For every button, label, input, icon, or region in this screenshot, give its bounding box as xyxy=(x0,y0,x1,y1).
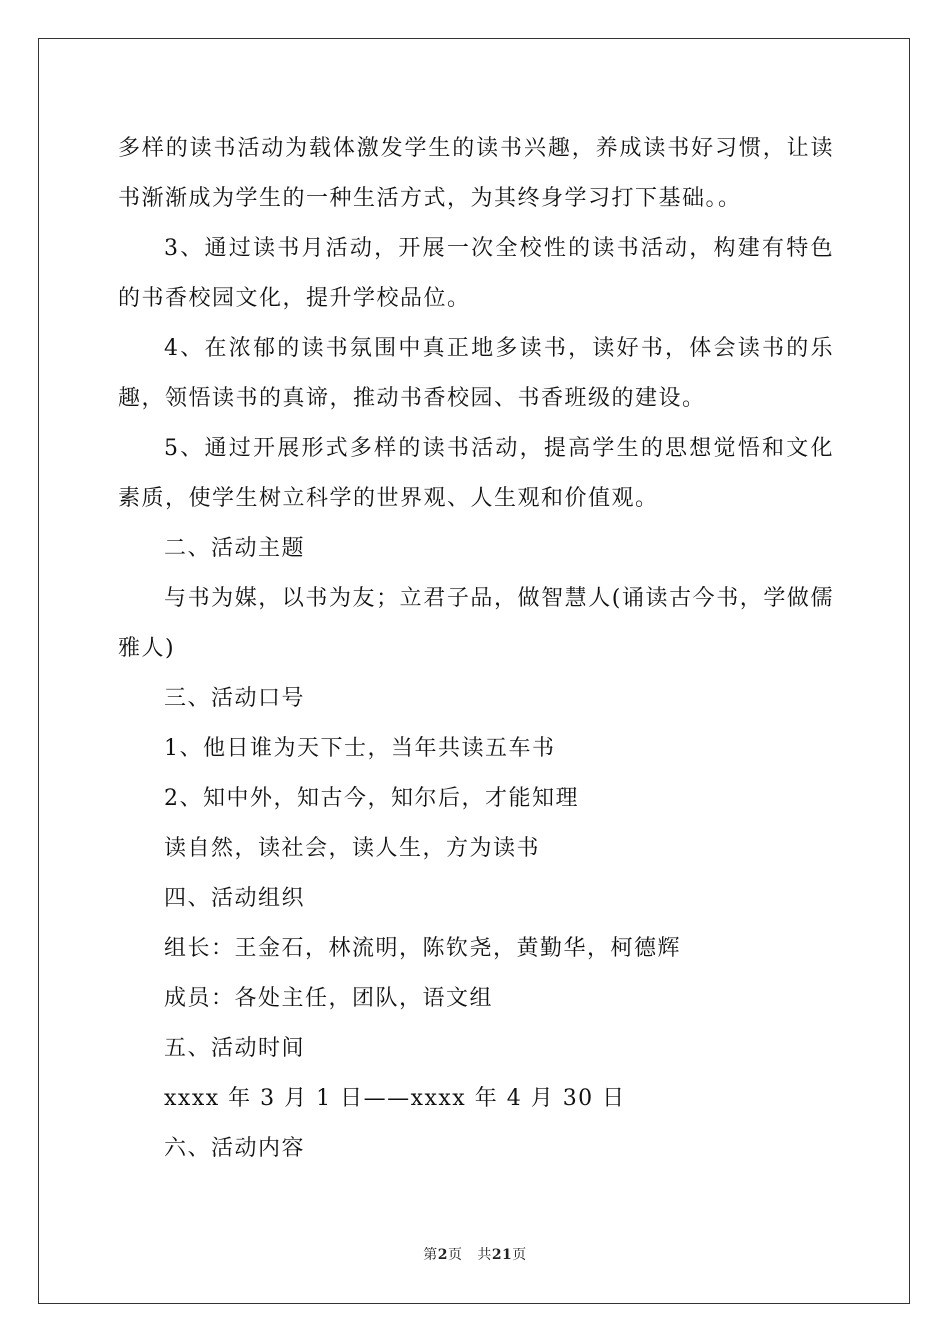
document-body xyxy=(118,124,834,1174)
footer-page-unit: 页 xyxy=(447,1247,463,1263)
paragraph-theme: 与书为媒，以书为友；立君子品，做智慧人(诵读古今书，学做儒雅人) xyxy=(118,586,834,661)
footer-total-unit: 页 xyxy=(512,1247,527,1263)
paragraph-goal-4: 4、在浓郁的读书氛围中真正地多读书，读好书，体会读书的乐趣，领悟读书的真谛，推动书香校园、书香班级的建设。 xyxy=(118,336,834,411)
paragraph-goal-3: 3、通过读书月活动，开展一次全校性的读书活动，构建有特色的书香校园文化，提升学校品位。 xyxy=(118,236,834,311)
section-heading-slogan: 三、活动口号 xyxy=(164,686,306,711)
paragraph-time-range: xxxx 年 3 月 1 日——xxxx 年 4 月 30 日 xyxy=(164,1086,626,1111)
paragraph-goal-5: 5、通过开展形式多样的读书活动，提高学生的思想觉悟和文化素质，使学生树立科学的世界观、人生观和价值观。 xyxy=(118,436,834,511)
paragraph-slogan-1: 1、他日谁为天下士，当年共读五车书 xyxy=(164,736,556,761)
paragraph-leaders: 组长：王金石，林流明，陈钦尧，黄勤华，柯德辉 xyxy=(164,936,682,961)
paragraph-intro-continuation: 多样的读书活动为载体激发学生的读书兴趣，养成读书好习惯，让读书渐渐成为学生的一种生活方式，为其终身学习打下基础。。 xyxy=(118,136,834,211)
footer-page-number: 2 xyxy=(437,1247,448,1263)
paragraph-slogan-2: 2、知中外，知古今，知尔后，才能知理 xyxy=(164,786,579,811)
footer-total-prefix: 共 xyxy=(477,1247,492,1263)
section-heading-organization: 四、活动组织 xyxy=(164,886,306,911)
paragraph-slogan-2-cont: 读自然，读社会，读人生，方为读书 xyxy=(164,836,541,861)
footer-prefix: 第 xyxy=(423,1247,438,1263)
page-footer xyxy=(0,1244,950,1264)
section-heading-time: 五、活动时间 xyxy=(164,1036,306,1061)
footer-total-pages: 21 xyxy=(491,1247,513,1263)
section-heading-content: 六、活动内容 xyxy=(164,1136,306,1161)
paragraph-members: 成员：各处主任，团队，语文组 xyxy=(164,986,494,1011)
section-heading-theme: 二、活动主题 xyxy=(164,536,306,561)
